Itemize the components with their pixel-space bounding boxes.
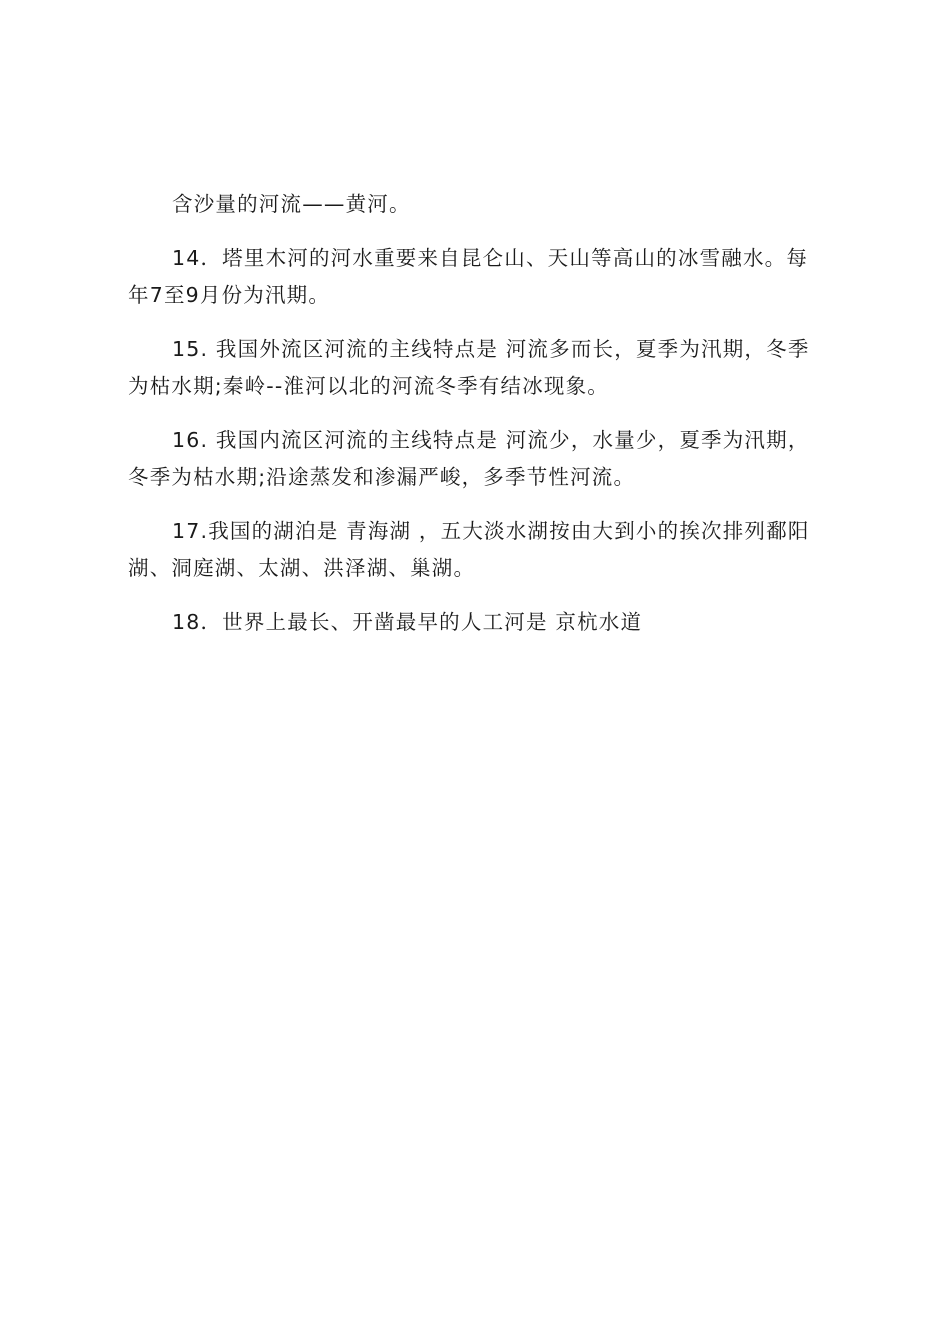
text-line: 17.我国的湖泊是 青海湖 ，五大淡水湖按由大到小的挨次排列鄱阳: [172, 519, 810, 543]
paragraph-item-14: [128, 240, 834, 314]
text-line: 14．塔里木河的河水重要来自昆仑山、天山等高山的冰雪融水。每: [172, 246, 809, 270]
text-line: 年7至9月份为汛期。: [128, 283, 331, 307]
text-line: 16. 我国内流区河流的主线特点是 河流少，水量少，夏季为汛期，: [172, 428, 810, 452]
text-line: 18．世界上最长、开凿最早的人工河是 京杭水道: [172, 610, 643, 634]
paragraph-continuation: [128, 186, 834, 223]
text-line: 15. 我国外流区河流的主线特点是 河流多而长，夏季为汛期，冬季: [172, 337, 810, 361]
paragraph-item-18: [128, 604, 834, 641]
paragraph-item-17: [128, 513, 834, 587]
paragraph-item-15: [128, 331, 834, 405]
text-line: 为枯水期;秦岭--淮河以北的河流冬季有结冰现象。: [128, 374, 609, 398]
text-line: 湖、洞庭湖、太湖、洪泽湖、巢湖。: [128, 556, 476, 580]
paragraph-item-16: [128, 422, 834, 496]
text-line: 含沙量的河流——黄河。: [172, 192, 411, 216]
document-body: [128, 186, 834, 658]
text-line: 冬季为枯水期;沿途蒸发和渗漏严峻，多季节性河流。: [128, 465, 636, 489]
